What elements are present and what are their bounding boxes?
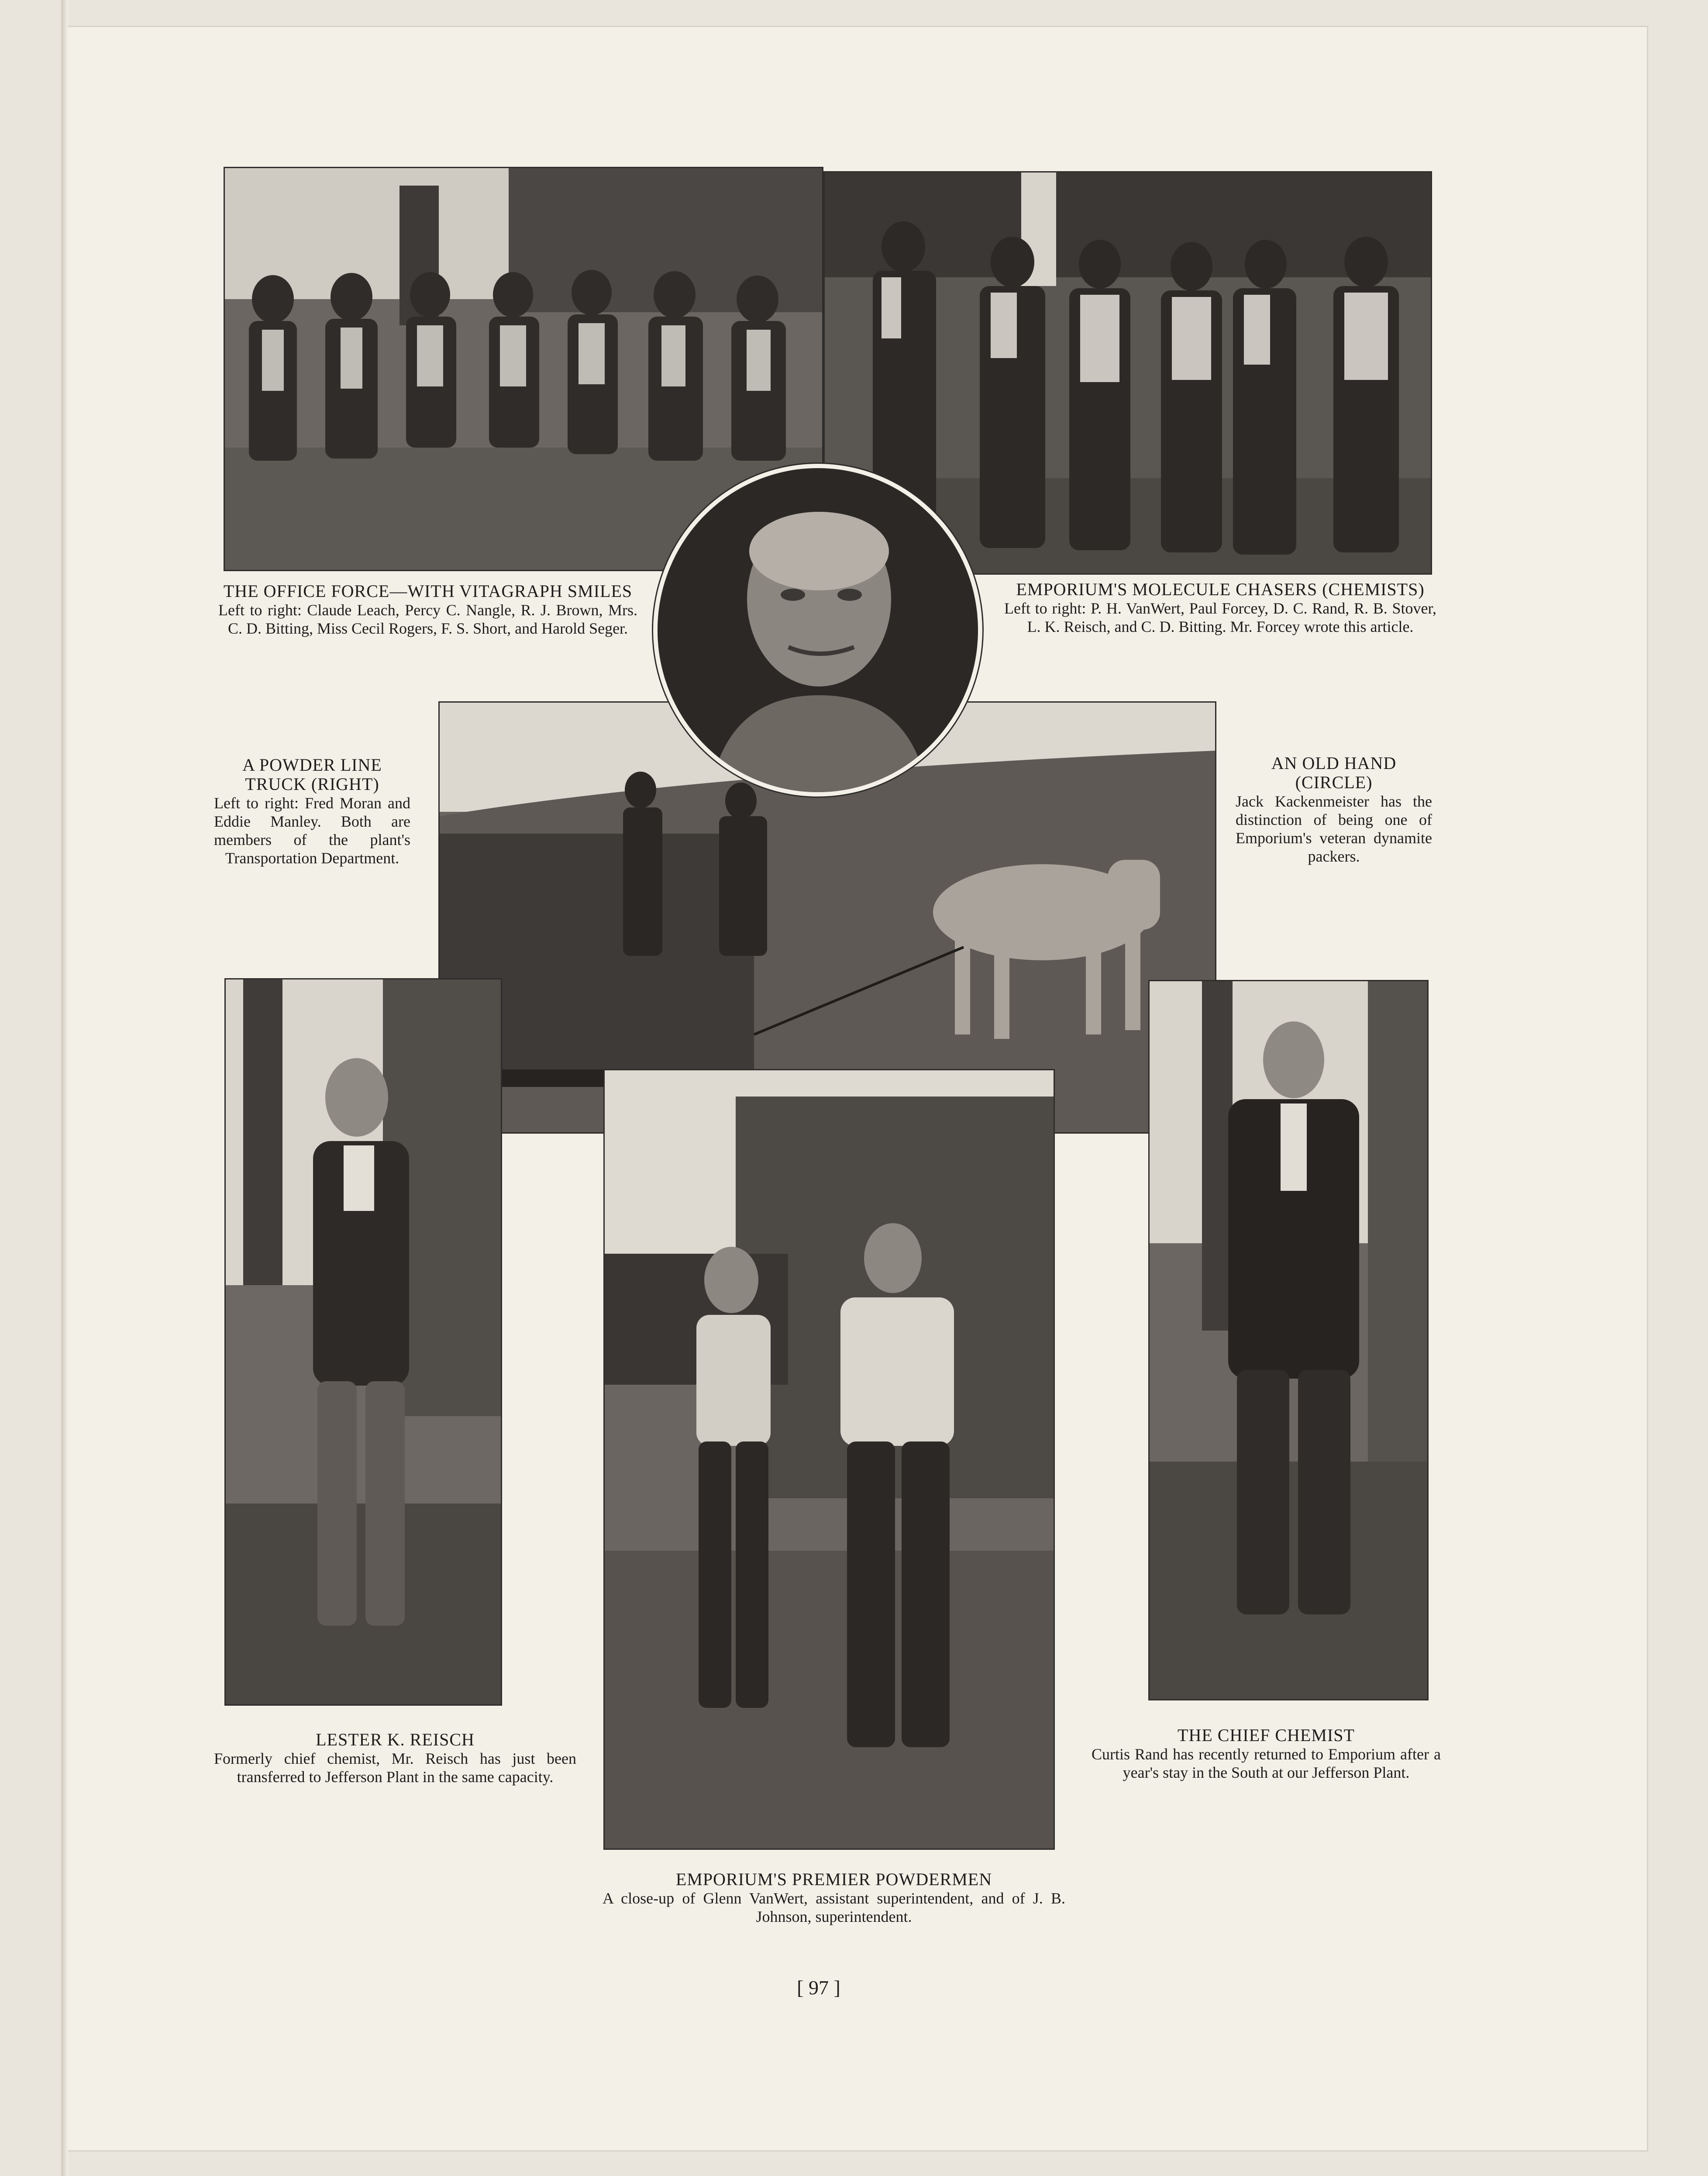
caption-body: Left to right: Claude Leach, Percy C. Nangle, R. J. Brown, Mrs. C. D. Bitting, Miss Cecil Rogers, F. S. Short, and Harold Seger. bbox=[218, 601, 637, 637]
binding-gutter bbox=[61, 0, 68, 2176]
caption-title: A POWDER LINE TRUCK (RIGHT) bbox=[242, 755, 382, 794]
page-number: [ 97 ] bbox=[797, 1976, 840, 1999]
caption-body: Left to right: Fred Moran and Eddie Manley. Both are members of the plant's Transportation Department. bbox=[214, 794, 410, 867]
caption-old-hand bbox=[1236, 754, 1432, 866]
caption-powder-line-truck bbox=[214, 755, 410, 867]
caption-molecule-chasers bbox=[1004, 580, 1436, 636]
caption-body: Curtis Rand has recently returned to Emporium after a year's stay in the South at our Jefferson Plant. bbox=[1092, 1745, 1441, 1781]
caption-body: Formerly chief chemist, Mr. Reisch has just been transferred to Jefferson Plant in the same capacity. bbox=[214, 1750, 576, 1786]
caption-title: THE OFFICE FORCE—WITH VITAGRAPH SMILES bbox=[223, 581, 633, 601]
caption-lester-reisch bbox=[214, 1730, 576, 1786]
caption-title: LESTER K. REISCH bbox=[316, 1730, 475, 1749]
caption-office-force bbox=[218, 582, 637, 638]
caption-premier-powdermen bbox=[603, 1870, 1065, 1926]
photo-chief-chemist bbox=[1148, 980, 1429, 1700]
caption-body: Left to right: P. H. VanWert, Paul Forcey, D. C. Rand, R. B. Stover, L. K. Reisch, and C. D. Bitting. Mr. Forcey wrote this article. bbox=[1004, 600, 1436, 635]
photo-premier-powdermen bbox=[603, 1069, 1055, 1850]
photo-lester-reisch bbox=[224, 978, 502, 1706]
caption-title: EMPORIUM'S PREMIER POWDERMEN bbox=[675, 1869, 992, 1889]
photo-old-hand-circle bbox=[653, 464, 982, 797]
caption-body: Jack Kackenmeister has the distinction of being one of Emporium's veteran dynamite packers. bbox=[1236, 793, 1432, 865]
caption-title: AN OLD HAND (CIRCLE) bbox=[1271, 753, 1397, 792]
caption-title: THE CHIEF CHEMIST bbox=[1178, 1725, 1355, 1745]
caption-title: EMPORIUM'S MOLECULE CHASERS (CHEMISTS) bbox=[1016, 579, 1425, 599]
caption-chief-chemist bbox=[1092, 1726, 1441, 1782]
caption-body: A close-up of Glenn VanWert, assistant superintendent, and of J. B. Johnson, superintendent. bbox=[603, 1890, 1065, 1925]
